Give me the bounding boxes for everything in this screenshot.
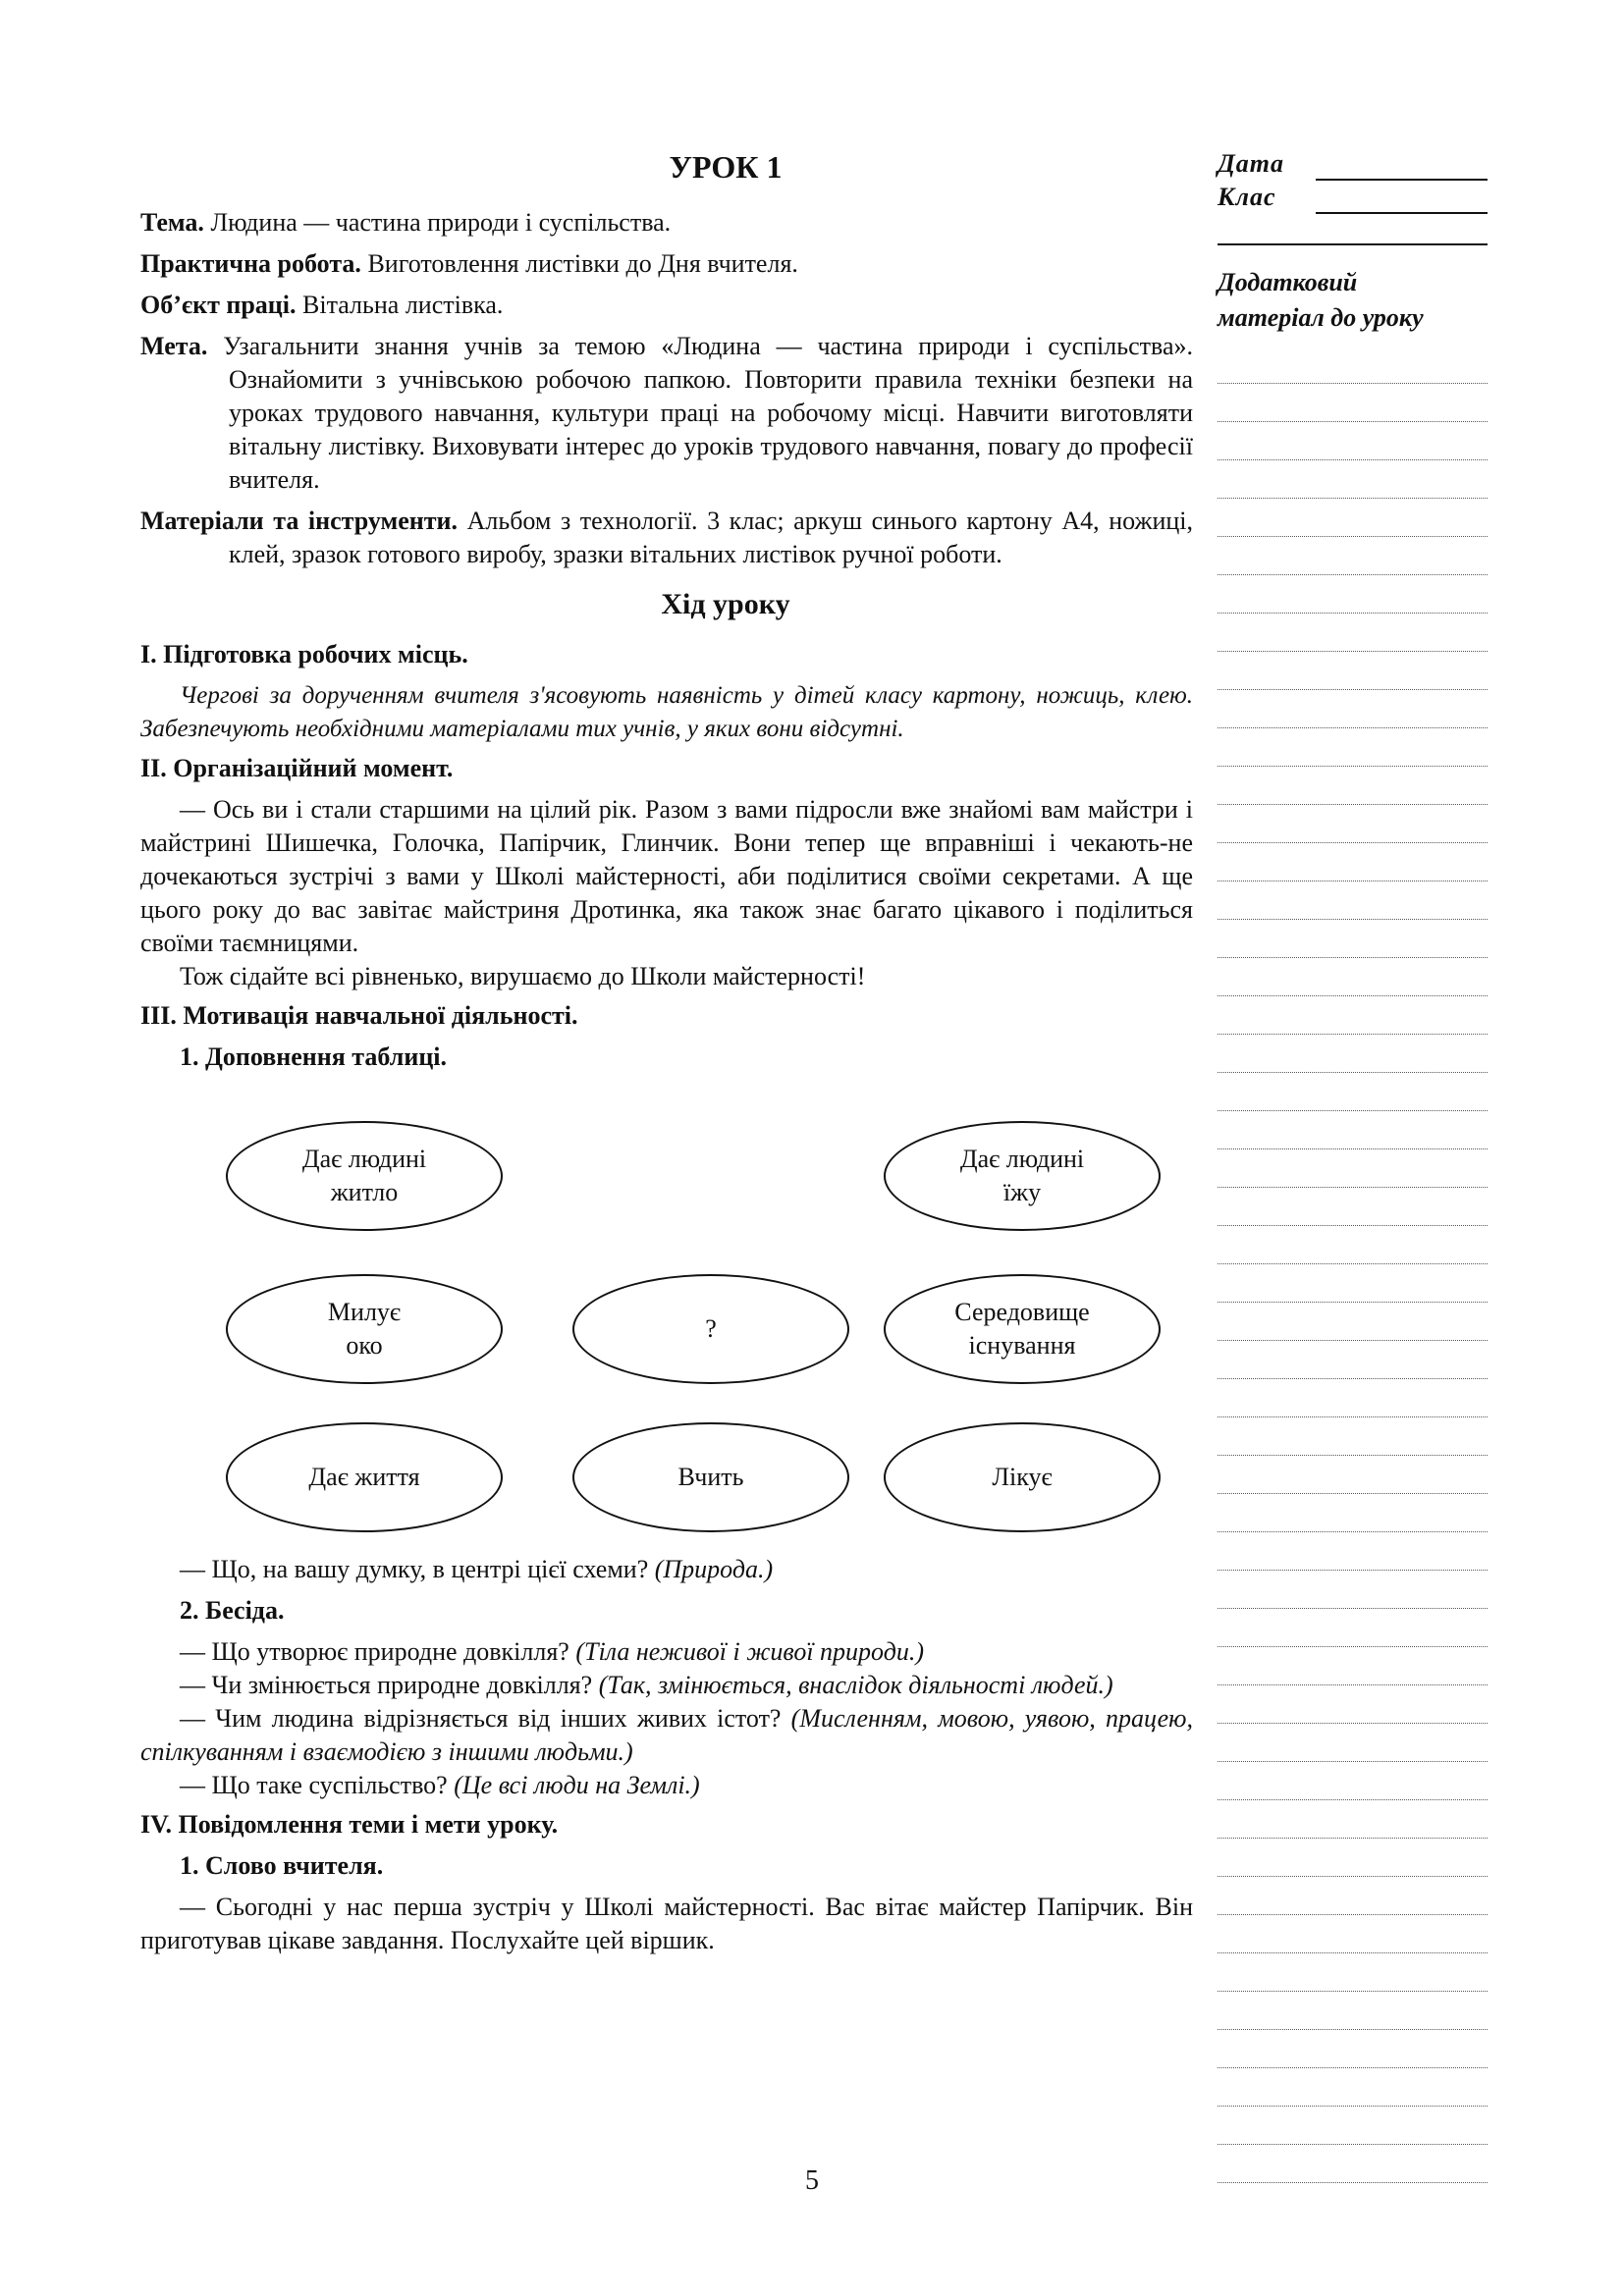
page-number: 5 (805, 2165, 819, 2196)
note-line[interactable] (1218, 1417, 1488, 1456)
note-line[interactable] (1218, 1839, 1488, 1877)
section-2-title: ІІ. Організаційний момент. (140, 754, 454, 782)
note-line[interactable] (1218, 728, 1488, 767)
note-line[interactable] (1218, 1800, 1488, 1839)
note-line[interactable] (1218, 1035, 1488, 1073)
oval-text: око (346, 1331, 383, 1360)
answer-text: (Природа.) (648, 1555, 774, 1583)
note-line[interactable] (1218, 767, 1488, 805)
object-text: Вітальна листівка. (296, 291, 504, 319)
answer-text: (Це всі люди на Землі.) (447, 1771, 700, 1799)
section-2-text-2: Тож сідайте всі рівненько, вирушаємо до Школи майстерності! (180, 962, 866, 990)
oval-center-question (572, 1274, 849, 1384)
topic-text: Людина — частина природи і суспільства. (203, 208, 672, 237)
dialog-line-1 (140, 1635, 1193, 1669)
note-line[interactable] (1218, 499, 1488, 537)
lesson-title: УРОК 1 (669, 149, 783, 185)
answer-text: (Мисленням, мовою, уявою, працею, спілкуванням і взаємодією з іншими людьми.) (140, 1704, 1193, 1766)
section-4-title: IV. Повідомлення теми і мети уроку. (140, 1810, 559, 1839)
notes-sidebar (1218, 147, 1488, 2183)
center-question (140, 1553, 1193, 1586)
note-line[interactable] (1218, 537, 1488, 575)
object-field (140, 289, 1193, 322)
note-line[interactable] (1218, 1149, 1488, 1188)
class-line[interactable] (1316, 187, 1488, 214)
class-row (1218, 181, 1488, 214)
note-line[interactable] (1218, 881, 1488, 920)
note-line[interactable] (1218, 1762, 1488, 1800)
note-line[interactable] (1218, 652, 1488, 690)
oval-shelter (226, 1121, 503, 1231)
section-3-subtitle-2: 2. Бесіда. (180, 1596, 285, 1625)
dialog-line-2 (140, 1669, 1193, 1702)
dialog-line-3 (140, 1702, 1193, 1769)
date-label: Дата (1218, 149, 1284, 178)
notes-lines[interactable] (1218, 346, 1488, 2183)
note-line[interactable] (1218, 1111, 1488, 1149)
goal-label: Мета. (140, 332, 208, 360)
note-line[interactable] (1218, 384, 1488, 422)
oval-text: ? (705, 1314, 717, 1343)
materials-field (140, 505, 1193, 571)
answer-text: (Тіла неживої і живої природи.) (568, 1637, 925, 1666)
extra-material-title-1: Додатковий (1218, 268, 1358, 296)
note-line[interactable] (1218, 805, 1488, 843)
note-line[interactable] (1218, 1341, 1488, 1379)
note-line[interactable] (1218, 1609, 1488, 1647)
note-line[interactable] (1218, 1494, 1488, 1532)
course-title: Хід уроку (661, 588, 790, 620)
note-line[interactable] (1218, 1188, 1488, 1226)
note-line[interactable] (1218, 1379, 1488, 1417)
note-line[interactable] (1218, 1915, 1488, 1953)
note-line[interactable] (1218, 1953, 1488, 1992)
note-line[interactable] (1218, 690, 1488, 728)
note-line[interactable] (1218, 1647, 1488, 1685)
oval-text: Дає людині (959, 1145, 1085, 1173)
topic-field (140, 206, 1193, 240)
note-line[interactable] (1218, 1226, 1488, 1264)
oval-text: Милує (327, 1298, 402, 1326)
practical-label: Практична робота. (140, 249, 361, 278)
oval-teaches (572, 1422, 849, 1532)
dialog-line-4 (140, 1769, 1193, 1802)
note-line[interactable] (1218, 1992, 1488, 2030)
goal-text: Узагальнити знання учнів за темою «Людина — частина природи і суспільства». Ознайомити з учнівською робочою папкою. Повторити правила техніки безпеки на уроках трудового навчання, культури праці на робочому місці. Навчити виготовляти вітальну листівку. Виховувати інтерес до уроків трудового навчання, повагу до професії вчителя. (207, 332, 1193, 494)
note-line[interactable] (1218, 1571, 1488, 1609)
question-text: — Чи змінюється природне довкілля? (180, 1671, 593, 1699)
note-line[interactable] (1218, 346, 1488, 384)
note-line[interactable] (1218, 1456, 1488, 1494)
note-line[interactable] (1218, 422, 1488, 460)
note-line[interactable] (1218, 920, 1488, 958)
question-text: — Що утворює природне довкілля? (180, 1637, 569, 1666)
oval-text: існування (968, 1331, 1076, 1360)
note-line[interactable] (1218, 1264, 1488, 1303)
note-line[interactable] (1218, 1724, 1488, 1762)
goal-field (140, 330, 1193, 497)
section-3-subtitle-1: 1. Доповнення таблиці. (180, 1042, 448, 1071)
question-text: — Що таке суспільство? (180, 1771, 448, 1799)
note-line[interactable] (1218, 958, 1488, 996)
oval-text: їжу (1002, 1178, 1042, 1206)
practical-field (140, 247, 1193, 281)
oval-text: житло (330, 1178, 399, 1206)
oval-food (884, 1121, 1161, 1231)
object-label: Об’єкт праці. (140, 291, 297, 319)
note-line[interactable] (1218, 1073, 1488, 1111)
note-line[interactable] (1218, 1685, 1488, 1724)
oval-text: Лікує (992, 1463, 1053, 1491)
section-2-text: — Ось ви і стали старшими на цілий рік. Разом з вами підросли вже знайомі вам майстри і майстрині Шишечка, Голочка, Папірчик, Глинчик. Вони тепер ще вправніші і чекають-не дочекаються зустрічі з вами у Школі майстерності, аби поділитися своїми секретами. А ще цього року до вас завітає майстриня Дротинка, яка також знає багато цікавого і поділиться своїми таємницями. (140, 795, 1193, 957)
scheme-diagram (140, 1092, 1193, 1543)
materials-label: Матеріали та інструменти. (140, 507, 458, 535)
note-line[interactable] (1218, 1532, 1488, 1571)
section-1-text: Чергові за дорученням вчителя з'ясовують наявність у дітей класу картону, ножиць, клею. Забезпечують необхідними матеріалами тих учнів, у яких вони відсутні. (140, 682, 1193, 742)
section-3-title: ІІІ. Мотивація навчальної діяльності. (140, 1001, 578, 1030)
oval-text: Середовище (954, 1298, 1090, 1326)
oval-text: Вчить (677, 1463, 744, 1491)
topic-label: Тема. (140, 208, 204, 237)
section-4-text: — Сьогодні у нас перша зустріч у Школі майстерності. Вас вітає майстер Папірчик. Він приготував цікаве завдання. Послухайте цей віршик. (140, 1893, 1193, 1954)
practical-text: Виготовлення листівки до Дня вчителя. (360, 249, 798, 278)
oval-habitat (884, 1274, 1161, 1384)
note-line[interactable] (1218, 1303, 1488, 1341)
oval-beauty (226, 1274, 503, 1384)
class-label: Клас (1218, 183, 1276, 211)
oval-heals (884, 1422, 1161, 1532)
section-4-subtitle-1: 1. Слово вчителя. (180, 1851, 384, 1880)
oval-life (226, 1422, 503, 1532)
lesson-content (140, 147, 1193, 1957)
note-line[interactable] (1218, 460, 1488, 499)
oval-text: Дає людині (301, 1145, 427, 1173)
question-text: — Що, на вашу думку, в центрі цієї схеми? (180, 1555, 649, 1583)
note-line[interactable] (1218, 575, 1488, 614)
note-line[interactable] (1218, 614, 1488, 652)
note-line[interactable] (1218, 843, 1488, 881)
extra-material-title-2: матеріал до уроку (1218, 303, 1424, 332)
date-line[interactable] (1316, 153, 1488, 181)
blank-line[interactable] (1218, 214, 1488, 245)
question-text: — Чим людина відрізняється від інших живих істот? (180, 1704, 782, 1733)
note-line[interactable] (1218, 2068, 1488, 2107)
date-row (1218, 147, 1488, 181)
materials-text: Альбом з технології. 3 клас; аркуш синього картону А4, ножиці, клей, зразок готового виробу, зразки вітальних листівок ручної роботи. (229, 507, 1193, 568)
note-line[interactable] (1218, 2030, 1488, 2068)
note-line[interactable] (1218, 1877, 1488, 1915)
section-1-title: І. Підготовка робочих місць. (140, 640, 468, 668)
answer-text: (Так, змінюється, внаслідок діяльності людей.) (592, 1671, 1113, 1699)
note-line[interactable] (1218, 2107, 1488, 2145)
note-line[interactable] (1218, 996, 1488, 1035)
oval-text: Дає життя (308, 1463, 420, 1491)
